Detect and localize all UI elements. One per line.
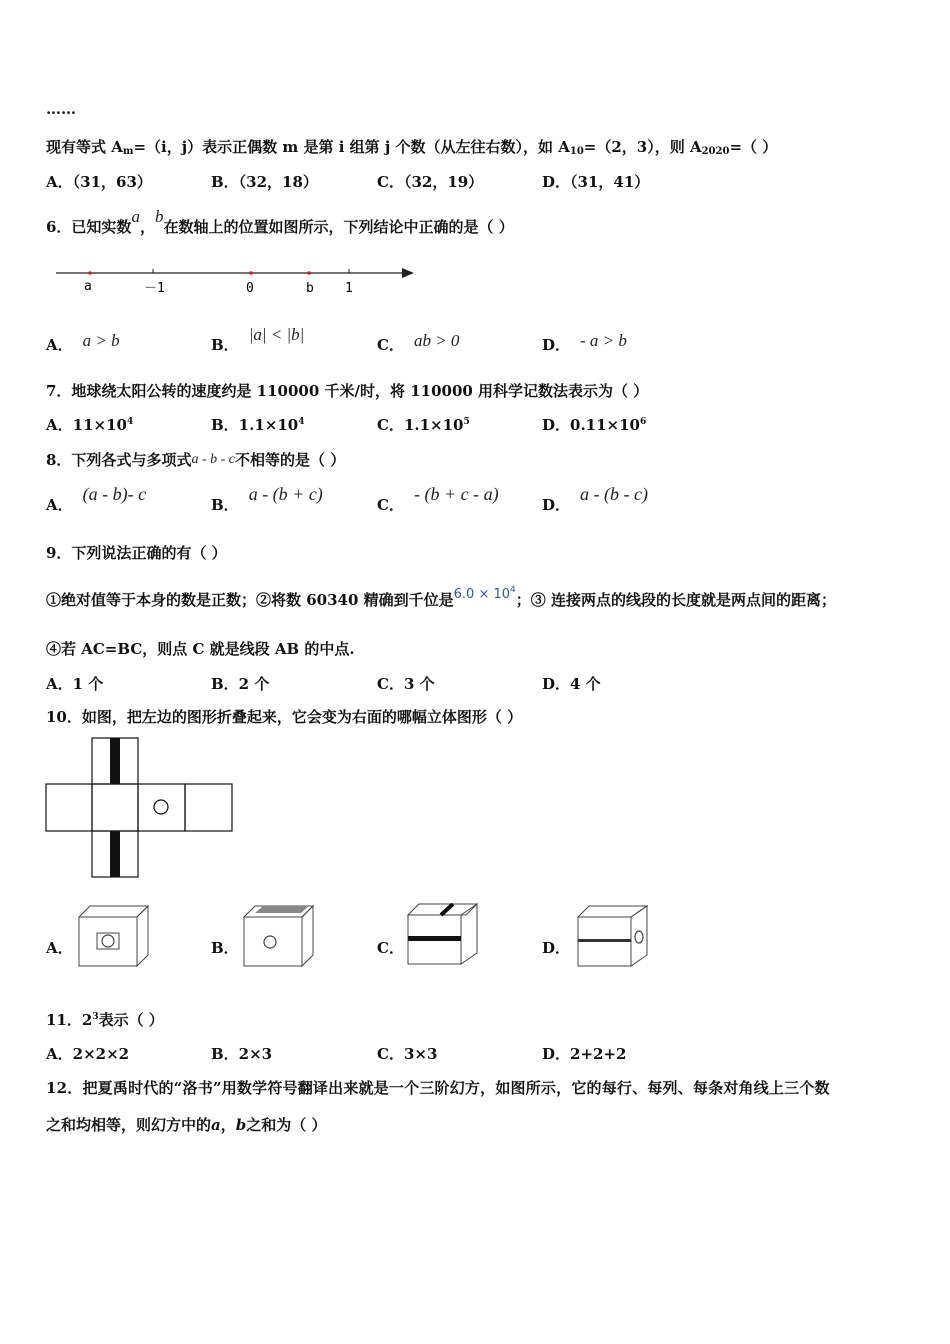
front-stripe [578, 939, 631, 942]
q9-option-a[interactable]: A．1 个 [46, 675, 104, 693]
circle-icon [635, 931, 643, 943]
q10-option-c[interactable]: C． [377, 939, 404, 957]
q10-option-d[interactable]: D． [542, 939, 571, 957]
q7-option-a[interactable]: A．$11\times 10^4$ [46, 416, 134, 434]
q11-option-c[interactable]: C．3×3 [377, 1045, 438, 1063]
q9-statement-1: ①绝对值等于本身的数是正数；②将数 60340 精确到千位是$6.0 \times 10^4$；③ 连接两点的线段的长度就是两点间的距离； [46, 585, 836, 609]
q8-option-a[interactable]: A．(a - b)- c [46, 484, 147, 514]
q7-stem: 7．地球绕太阳公转的速度约是 110000 千米/时，将 110000 用科学记数法表示为（ ） [46, 382, 649, 400]
q5-stem: 现有等式 Am=（i，j）表示正偶数 m 是第 i 组第 j 个数（从左往右数），如 A10=（2，3），则 A2020=（ ） [46, 138, 778, 157]
net-face-center [92, 784, 138, 831]
q11-option-a[interactable]: A．2×2×2 [46, 1045, 130, 1063]
q9-option-d[interactable]: D．4 个 [542, 675, 601, 693]
cube-net-figure [44, 737, 236, 880]
q5-option-c[interactable]: C．（32，19） [377, 173, 484, 191]
point-b-marker [307, 271, 311, 275]
q8-stem: 8．下列各式与多项式a - b - c不相等的是（ ） [46, 451, 346, 469]
q12-stem-line1: 12．把夏禹时代的“洛书”用数学符号翻译出来就是一个三阶幻方，如图所示，它的每行、每列、每条对角线上三个数 [46, 1079, 830, 1097]
top-stripe [255, 906, 309, 913]
net-stripe-bottom [110, 831, 120, 877]
q6-stem: 6．已知实数a，b在数轴上的位置如图所示，下列结论中正确的是（ ） [46, 207, 514, 236]
q9-stem: 9．下列说法正确的有（ ） [46, 544, 227, 562]
net-face-right [185, 784, 232, 831]
circle-icon [154, 800, 168, 814]
circle-icon [102, 935, 114, 947]
q10-option-a[interactable]: A． [46, 939, 73, 957]
axis-label-b: b [306, 281, 314, 296]
point-zero-marker [249, 271, 253, 275]
point-a-marker [88, 271, 92, 275]
axis-label-zero: 0 [246, 281, 254, 296]
q7-option-b[interactable]: B．$1.1\times 10^4$ [211, 416, 305, 434]
q11-option-d[interactable]: D．2+2+2 [542, 1045, 627, 1063]
q5-option-a[interactable]: A．（31，63） [46, 173, 152, 191]
top-stripe [441, 904, 453, 915]
cube-option-d[interactable] [575, 905, 651, 969]
q6-option-a[interactable]: A． a > b [46, 331, 120, 354]
cube-option-b[interactable] [241, 905, 317, 969]
q5-option-b[interactable]: B．（32，18） [211, 173, 318, 191]
q8-option-d[interactable]: D．a - (b - c) [542, 484, 648, 514]
circle-icon [264, 936, 276, 948]
q6-option-d[interactable]: D． - a > b [542, 331, 627, 354]
axis-label-a: a [84, 279, 92, 294]
q6-option-b[interactable]: B．|a| < |b| [211, 325, 305, 354]
q7-option-d[interactable]: D．$0.11\times 10^6$ [542, 416, 647, 434]
axis-arrow-icon [402, 268, 414, 278]
q6-option-c[interactable]: C． ab > 0 [377, 331, 460, 354]
q5-option-d[interactable]: D．（31，41） [542, 173, 650, 191]
net-face-left [46, 784, 92, 831]
q11-stem: 11．$2^3$表示（ ） [46, 1011, 164, 1029]
q10-stem: 10．如图，把左边的图形折叠起来，它会变为右面的哪幅立体图形（ ） [46, 708, 523, 726]
q9-option-c[interactable]: C．3 个 [377, 675, 435, 693]
q12-stem-line2: 之和均相等，则幻方中的a，b之和为（ ） [46, 1116, 327, 1134]
q9-statement-2: ④若 AC=BC，则点 C 就是线段 AB 的中点. [46, 640, 355, 658]
q11-option-b[interactable]: B．2×3 [211, 1045, 273, 1063]
axis-label-minus-one: －1 [144, 281, 165, 296]
cube-option-c[interactable] [405, 903, 481, 967]
net-stripe-top [110, 738, 120, 784]
front-stripe [408, 936, 461, 941]
q10-option-b[interactable]: B． [211, 939, 239, 957]
cube-option-a[interactable] [76, 905, 152, 969]
axis-label-one: 1 [345, 281, 353, 296]
number-line [50, 260, 420, 302]
q8-option-b[interactable]: B．a - (b + c) [211, 484, 323, 514]
q8-option-c[interactable]: C．- (b + c - a) [377, 484, 499, 514]
q7-option-c[interactable]: C．$1.1\times 10^5$ [377, 416, 470, 434]
ellipsis: …… [46, 100, 76, 118]
q9-option-b[interactable]: B．2 个 [211, 675, 270, 693]
net-face-circle [138, 784, 185, 831]
